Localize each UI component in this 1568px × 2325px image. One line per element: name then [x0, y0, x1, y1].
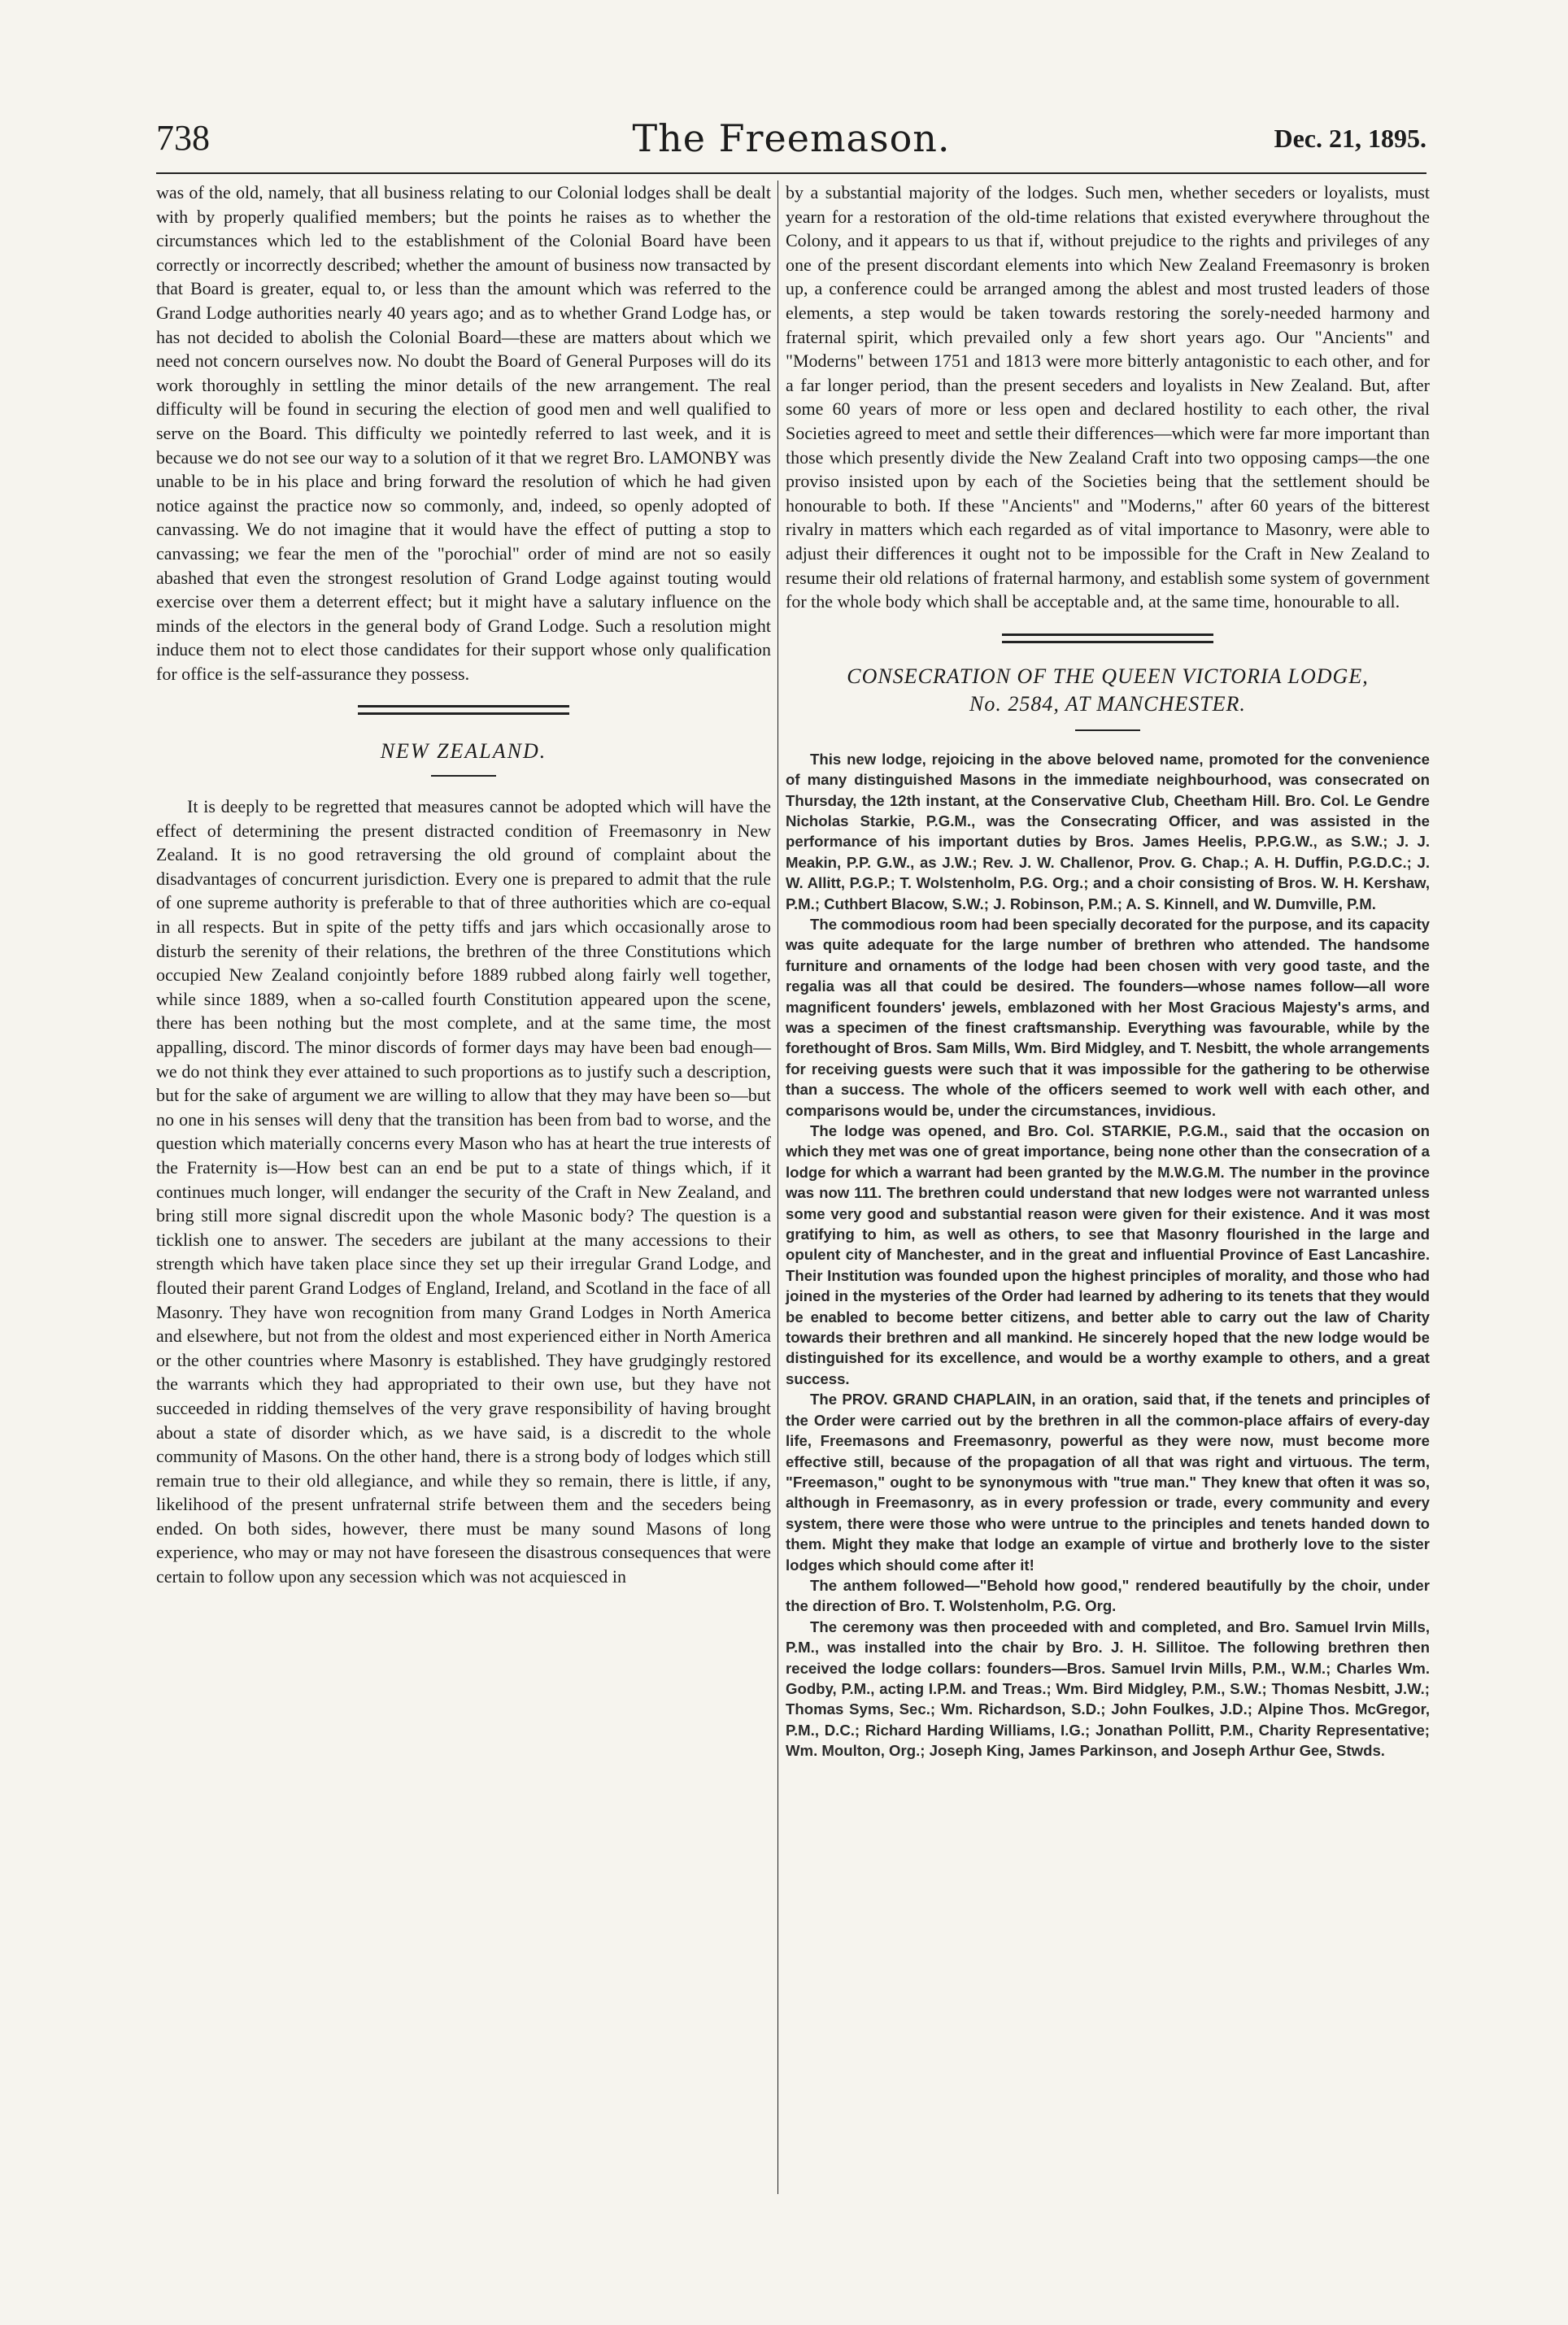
report-paragraph: The lodge was opened, and Bro. Col. STARKIE, P.G.M., said that the occasion on which they met was one of great importance, being none other than the consecration of a lodge for which a warrant had been granted by the M.W.G.M. The number in the province was now 111. The brethren could understand that new lodges were not warranted unless some very good and substantial reason were given for their existence. And it was most gratifying to him, as well as others, to see that Masonry flourished in the large and opulent city of Manchester, and in the great and influential Province of East Lancashire. Their Institution was founded upon the highest principles of morality, and those who had joined in the mysteries of the Order had learned by adhering to its tenets that they would be enabled to become better citizens, and better able to carry out the law of Charity towards their brethren and all mankind. He sincerely hoped that the new lodge would be distinguished for its excellence, and would be a worthy example to others, and a great success.: [786, 1122, 1430, 1387]
section-title-new-zealand: NEW ZEALAND.: [380, 739, 547, 764]
header-rule: [156, 172, 1426, 174]
left-column: [156, 181, 771, 1589]
right-column: [786, 181, 1430, 1761]
intro-paragraph: was of the old, namely, that all business relating to our Colonial lodges shall be dealt with by properly qualified members; but the points he raises as to whether the circumstances which led to the establishment of the Colonial Board have been correctly or incorrectly described; whether the amount of business now transacted by that Board is greater, equal to, or less than the amount which was referred to the Grand Lodge authorities nearly 40 years ago; and as to whether Grand Lodge has, or has not decided to abolish the Colonial Board—these are matters about which we need not concern ourselves now. No doubt the Board of General Purposes will do its work thoroughly in settling the minor details of the new arrangement. The real difficulty will be found in securing the election of good men and well qualified to serve on the Board. This difficulty we pointedly referred to last week, and it is because we do not see our way to a solution of it that we regret Bro. LAMONBY was unable to be in his place and bring forward the resolution of which he had given notice against the practice now so commonly, and, indeed, so openly adopted of canvassing. We do not imagine that it would have the effect of putting a stop to canvassing; we fear the men of the "porochial" order of mind are not so easily abashed that even the strongest resolution of Grand Lodge against touting would exercise over them a deterrent effect; but it might have a salutary influence on the minds of the electors in the general body of Grand Lodge. Such a resolution might induce them not to elect those candidates for their support whose only qualification for office is the self-assurance they possess.: [156, 182, 771, 684]
report-paragraph: This new lodge, rejoicing in the above beloved name, promoted for the convenience of many distinguished Masons in the immediate neighbourhood, was consecrated on Thursday, the 12th instant, at the Conservative Club, Cheetham Hill. Bro. Col. Le Gendre Nicholas Starkie, P.G.M., was the Consecrating Officer, and was assisted in the performance of his important duties by Bros. James Heelis, P.P.G.W., as S.W.; J. J. Meakin, P.P. G.W., as J.W.; Rev. J. W. Challenor, Prov. G. Chap.; A. H. Duffin, P.G.D.C.; J. W. Allitt, P.G.P.; T. Wolstenholm, P.G. Org.; and a choir consisting of Bros. W. H. Kershaw, P.M.; Cuthbert Blacow, S.W.; J. Robinson, P.M.; A. S. Kinnell, and W. Dumville, P.M.: [786, 750, 1430, 912]
page-header: [156, 117, 1426, 159]
issue-date: Dec. 21, 1895.: [1274, 124, 1426, 153]
column-divider: [777, 181, 778, 2194]
consecration-headline: [786, 663, 1430, 718]
masthead-title: The Freemason.: [632, 116, 951, 160]
title-underline: [431, 775, 496, 777]
new-zealand-continued: by a substantial majority of the lodges. Such men, whether seceders or loyalists, must yearn for a restoration of the old-time relations that existed everywhere throughout the Colony, and it appears to us that if, without prejudice to the rights and privileges of any one of the present discordant elements into which New Zealand Freemasonry is broken up, a conference could be arranged among the ablest and most trusted leaders of those elements, a step would be taken towards restoring the sorely-needed harmony and fraternal spirit, which prevailed only a few short years ago. Our "Ancients" and "Moderns" between 1751 and 1813 were more bitterly antagonistic to each other, and for a far longer period, than the present seceders and loyalists in New Zealand. But, after some 60 years of more or less open and declared hostility to each other, the rival Societies agreed to meet and settle their differences—which were far more important than those which presently divide the New Zealand Craft into two opposing camps—the one proviso insisted upon by each of the Societies being that the settlement should be honourable to both. If these "Ancients" and "Moderns," after 60 years of the bitterest rivalry in matters which each regarded as of vital importance to Masonry, were able to adjust their differences it ought not to be impossible for the Craft in New Zealand to resume their old relations of fraternal harmony, and establish some system of government for the whole body which shall be acceptable and, at the same time, honourable to all.: [786, 182, 1430, 612]
new-zealand-article: It is deeply to be regretted that measures cannot be adopted which will have the effect of determining the present distracted condition of Freemasonry in New Zealand. It is no good retraversing the old ground of complaint about the disadvantages of concurrent jurisdiction. Every one is prepared to admit that the rule of one supreme authority is preferable to that of three authorities which are co-equal in all respects. But in spite of the petty tiffs and jars which occasionally arose to disturb the serenity of their relations, the brethren of the three Constitutions which occupied New Zealand conjointly before 1889 rubbed along fairly well together, while since 1889, when a so-called fourth Constitution appeared upon the scene, there has been nothing but the most complete, and at the same time, the most appalling, discord. The minor discords of former days may have been bad enough—we do not think they ever attained to such proportions as to justify such a description, but for the sake of argument we are willing to allow that they may have been so—but no one in his senses will deny that the transition has been from bad to worse, and the question which materially concerns every Mason who has at heart the true interests of the Fraternity is—How best can an end be put to a state of things which, if it continues much longer, will endanger the security of the Craft in New Zealand, and bring still more signal discredit upon the whole Masonic body? The question is a ticklish one to answer. The seceders are jubilant at the many accessions to their strength which have taken place since they set up their irregular Grand Lodge, and flouted their parent Grand Lodges of England, Ireland, and Scotland in the face of all Masonry. They have won recognition from many Grand Lodges in North America and elsewhere, but not from the oldest and most experienced either in North America or the other countries where Masonry is established. They have grudgingly restored the warrants which they had appropriated to their own use, but they have not succeeded in ridding themselves of the very grave responsibility of having brought about a state of disorder which, as we have said, is a discredit to the whole community of Masons. On the other hand, there is a strong body of lodges which still remain true to their old allegiance, and while they so remain, there is little, if any, likelihood of the present unfraternal strife between them and the seceders being ended. On both sides, however, there must be many sound Masons of long experience, who may or may not have foreseen the disastrous consequences that were certain to follow upon any secession which was not acquiesced in: [156, 796, 771, 1587]
page-number: 738: [156, 118, 210, 158]
report-paragraph: The PROV. GRAND CHAPLAIN, in an oration, said that, if the tenets and principles of the Order were carried out by the brethren in all the common-place affairs of every-day life, Freemasons and Freemasonry, powerful as they were now, must become more effective still, because of the propagation of all that was right and virtuous. The term, "Freemason," ought to be synonymous with "true man." They knew that often it was so, although in Freemasonry, as in every profession or trade, every community and every system, there were those who were untrue to the principles and tenets handed down to them. Might they make that lodge an example of virtue and brotherly love to the sister lodges which should come after it!: [786, 1391, 1430, 1574]
headline-underline: [1075, 729, 1140, 731]
headline-line-2: No. 2584, AT MANCHESTER.: [969, 691, 1246, 716]
report-paragraph: The ceremony was then proceeded with and completed, and Bro. Samuel Irvin Mills, P.M., was installed into the chair by Bro. J. H. Sillitoe. The following brethren then received the lodge collars: founders—Bros. Samuel Irvin Mills, P.M., W.M.; Charles Wm. Godby, P.M., acting I.P.M. and Treas.; Wm. Bird Midgley, P.M., S.W.; Thomas Nesbitt, J.W.; Thomas Syms, Sec.; Wm. Richardson, S.D.; John Foulkes, J.D.; Alpine Thos. McGregor, P.M., D.C.; Richard Harding Williams, I.G.; Jonathan Pollitt, P.M., Charity Representative; Wm. Moulton, Org.; Joseph King, James Parkinson, and Joseph Arthur Gee, Stwds.: [786, 1617, 1430, 1760]
report-paragraph: The anthem followed—"Behold how good," rendered beautifully by the choir, under the direction of Bro. T. Wolstenholm, P.G. Org.: [786, 1576, 1430, 1615]
report-paragraph: The commodious room had been specially decorated for the purpose, and its capacity was quite adequate for the large number of brethren who attended. The handsome furniture and ornaments of the lodge had been chosen with very good taste, and the regalia was all that could be desired. The founders—whose names follow—all wore magnificent founders' jewels, emblazoned with her Most Gracious Majesty's arms, and was a specimen of the finest craftsmanship. Everything was favourable, while by the forethought of Bros. Sam Mills, Wm. Bird Midgley, and T. Nesbitt, the whole arrangements for receiving guests were such that it was impossible for the gathering to be otherwise than a success. The whole of the officers seemed to work well with each other, and comparisons would be, under the circumstances, invidious.: [786, 915, 1430, 1119]
consecration-report: [786, 749, 1430, 1761]
headline-line-1: CONSECRATION OF THE QUEEN VICTORIA LODGE,: [847, 664, 1369, 688]
article-divider: [1002, 633, 1213, 643]
section-divider: [358, 705, 569, 715]
